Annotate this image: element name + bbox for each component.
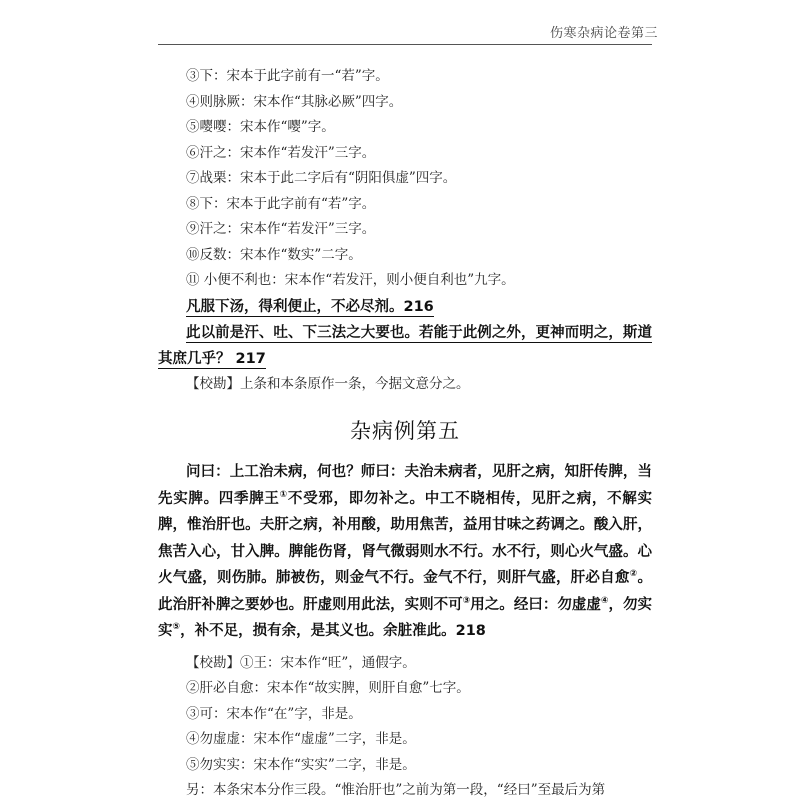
clause-218-part: 问曰：上工治未病，何也？师曰：夫治未病者，见肝之病，知肝传脾，当先实脾。四季脾王: [158, 464, 652, 507]
collation-note: ⑦战栗：宋本于此二字后有“阴阳俱虚”四字。: [186, 170, 457, 186]
footnote-marker: ⑤: [172, 622, 181, 633]
header-rule: [158, 44, 652, 45]
clause-218-part: 用之。经曰：勿虚虚: [470, 596, 601, 613]
clause-218-part: 不受邪，即勿补之。中工不晓相传，见肝之病，不解实脾，惟治肝也。夫肝之病，补用酸，助用焦苦，益用甘味之药调之。酸入肝，焦苦入心，甘入脾。脾能伤肾，肾气微弱则水不行。水不行，则心火气盛。心火气盛，则伤肺。肺被伤，则金气不行。金气不行，则肝气盛，肝必自愈: [158, 490, 653, 586]
clause-216: [158, 294, 652, 320]
clause-217: [158, 320, 652, 372]
jiaokan-note: 【校勘】上条和本条原作一条，今据文意分之。: [186, 375, 470, 392]
collation-note: ⑨汗之：宋本作“若发汗”三字。: [186, 221, 376, 237]
collation-note: ⑧下：宋本于此字前有“若”字。: [186, 195, 376, 212]
clause-218-part: ，勿实实: [158, 596, 653, 639]
footnote-marker: ②: [629, 569, 638, 580]
running-head: 伤寒杂病论卷第三: [549, 26, 658, 41]
clause-218-part: ，补不足，损有余，是其义也。余脏准此。218: [180, 623, 486, 639]
collation-note: ⑩反数：宋本作“数实”二字。: [186, 246, 362, 263]
collation-note: ⑤勿实实：宋本作“实实”二字，非是。: [186, 756, 416, 773]
clause-216-text: 凡服下汤，得利便止，不必尽剂。216: [186, 298, 434, 315]
section-title: 杂病例第五: [350, 419, 460, 443]
clause-218-part: 。此治肝补脾之要妙也。肝虚则用此法，实则不可: [158, 570, 652, 613]
collation-note: ②肝必自愈：宋本作“故实脾，则肝自愈”七字。: [186, 680, 470, 696]
footnote-marker: ③: [462, 595, 471, 606]
collation-note: ③可：宋本作“在”字，非是。: [186, 705, 362, 722]
collation-note: ④勿虚虚：宋本作“虚虚”二字，非是。: [186, 731, 416, 747]
collation-note: ⑤嘤嘤：宋本作“嘤”字。: [186, 119, 335, 135]
clause-218: [158, 459, 652, 645]
footnote-marker: ①: [279, 489, 288, 500]
clause-217-text: 此以前是汗、吐、下三法之大要也。若能于此例之外，更神而明之，斯道其庶几乎？ 217: [158, 324, 652, 367]
collation-note: 【校勘】①王：宋本作“旺”，通假字。: [186, 654, 416, 671]
page-content: [158, 64, 652, 804]
collation-note: ⑪ 小便不利也：宋本作“若发汗，则小便自利也”九字。: [186, 272, 515, 288]
collation-note: ③下：宋本于此字前有一“若”字。: [186, 68, 389, 84]
collation-note: ⑥汗之：宋本作“若发汗”三字。: [186, 144, 376, 161]
footnote-marker: ④: [600, 595, 609, 606]
collation-note: ④则脉厥：宋本作“其脉必厥”四字。: [186, 93, 403, 110]
collation-note: 另：本条宋本分作三段。“惟治肝也”之前为第一段，“经曰”至最后为第: [186, 782, 606, 798]
